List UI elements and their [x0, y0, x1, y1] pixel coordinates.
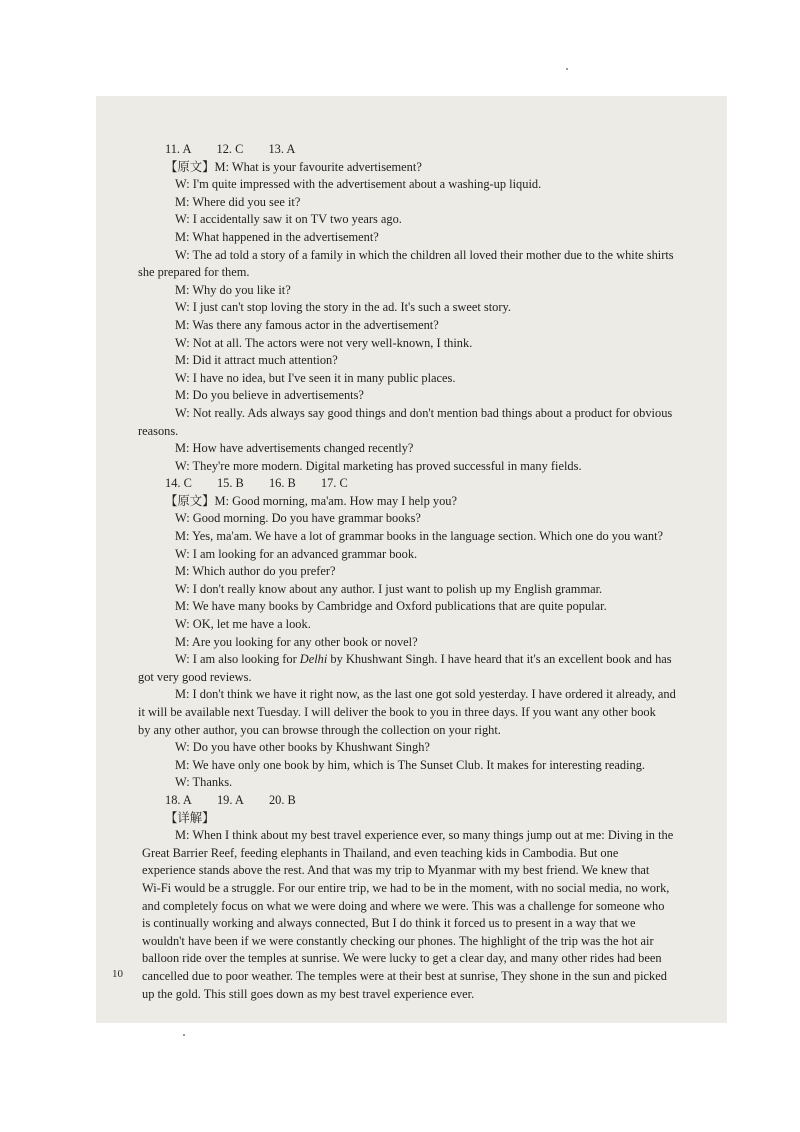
answer-19: 19. A [216, 792, 244, 807]
answer-line-14-17 [142, 475, 661, 493]
answer-15: 15. B [216, 476, 244, 491]
transcript-travel [142, 827, 674, 1003]
scan-speck [183, 1034, 185, 1036]
answer-line-18-20 [142, 792, 661, 810]
dialogue-line-delhi [142, 651, 672, 669]
dialogue-line: W: I don't really know about any author. I just want to polish up my English grammar. [175, 581, 603, 596]
scan-speck [566, 68, 568, 70]
dialogue-line: W: I accidentally saw it on TV two years ago. [175, 212, 402, 227]
dialogue-line: 【原文】M: Good morning, ma'am. How may I help you? [165, 493, 457, 508]
passage-line: Wi-Fi would be a struggle. For our entire trip, we had to be in the moment, with no social media, no work, [142, 880, 670, 895]
dialogue-line: M: Was there any famous actor in the advertisement? [175, 317, 439, 332]
dialogue-line: W: I just can't stop loving the story in the ad. It's such a sweet story. [175, 300, 511, 315]
dialogue-line: M: We have only one book by him, which is The Sunset Club. It makes for interesting reading. [175, 757, 646, 772]
dialogue-line: M: Yes, ma'am. We have a lot of grammar books in the language section. Which one do you want? [175, 529, 664, 544]
dialogue-line: M: I don't think we have it right now, as the last one got sold yesterday. I have ordered it already, and [175, 687, 676, 702]
dialogue-line: M: Do you believe in advertisements? [175, 388, 364, 403]
book-title-delhi: Delhi [299, 652, 328, 667]
scanned-page [96, 96, 727, 1023]
answer-13: 13. A [268, 142, 296, 156]
dialogue-line: W: The ad told a story of a family in which the children all loved their mother due to the white shirts [175, 247, 674, 262]
detail-header: 【详解】 [165, 810, 215, 825]
passage-line: cancelled due to poor weather. The temples were at their best at sunrise, They shone in the sun and picked [142, 968, 667, 983]
answer-16: 16. B [268, 476, 296, 491]
dialogue-line: M: Did it attract much attention? [175, 353, 338, 368]
transcript-advertisement [138, 159, 674, 476]
dialogue-line: W: Not really. Ads always say good things and don't mention bad things about a product for obvious [175, 405, 673, 420]
answer-12: 12. C [216, 142, 244, 156]
passage-line: up the gold. This still goes down as my best travel experience ever. [142, 986, 475, 1001]
passage-line: balloon ride over the temples at sunrise. We were lucky to get a clear day, and many other rides had been [142, 951, 662, 966]
passage-line: and completely focus on what we were doing and where we were. This was a challenge for someone who [142, 898, 665, 913]
answer-17: 17. C [320, 476, 348, 491]
answer-11: 11. A [165, 142, 192, 156]
dialogue-line: by any other author, you can browse through the collection on your right. [138, 722, 501, 737]
passage-line: experience stands above the rest. And that was my trip to Myanmar with my best friend. We knew that [142, 863, 650, 878]
answer-line-11-13 [142, 141, 661, 159]
dialogue-line: it will be available next Tuesday. I will deliver the book to you in three days. If you want any other book [138, 705, 656, 719]
passage-line: Great Barrier Reef, feeding elephants in Thailand, and even teaching kids in Cambodia. But one [142, 845, 619, 860]
answer-18: 18. A [165, 792, 192, 807]
dialogue-line: 【原文】M: What is your favourite advertisement? [165, 159, 422, 174]
page-number: 10 [112, 968, 123, 980]
dialogue-line: she prepared for them. [138, 265, 250, 280]
dialogue-line: M: Are you looking for any other book or novel? [175, 634, 418, 649]
dialogue-line: M: Where did you see it? [175, 194, 301, 209]
dialogue-line: W: They're more modern. Digital marketing has proved successful in many fields. [175, 458, 582, 473]
dialogue-line: M: Why do you like it? [175, 282, 291, 297]
dialogue-line: W: Not at all. The actors were not very well-known, I think. [175, 335, 473, 350]
dialogue-line: M: What happened in the advertisement? [175, 229, 379, 244]
dialogue-line: W: OK, let me have a look. [175, 617, 311, 632]
answer-14: 14. C [165, 476, 192, 491]
delhi-line-start: W: I am also looking for [175, 652, 300, 667]
dialogue-line: reasons. [138, 423, 179, 438]
passage-line: is continually working and always connected, But I do think it forced us to present in a way that we [142, 916, 636, 931]
dialogue-line: W: I have no idea, but I've seen it in many public places. [175, 370, 456, 385]
dialogue-line: got very good reviews. [138, 669, 252, 684]
dialogue-line: W: I am looking for an advanced grammar book. [175, 546, 418, 561]
dialogue-line: M: We have many books by Cambridge and Oxford publications that are quite popular. [175, 599, 607, 614]
dialogue-line: W: Do you have other books by Khushwant Singh? [175, 740, 430, 755]
transcript-bookstore [138, 493, 676, 792]
dialogue-line: W: Thanks. [175, 775, 233, 790]
delhi-line-end: by Khushwant Singh. I have heard that it's an excellent book and has [327, 652, 672, 667]
passage-line: wouldn't have been if we were constantly checking our phones. The highlight of the trip was the hot air [142, 933, 654, 948]
dialogue-line: W: Good morning. Do you have grammar books? [175, 511, 421, 526]
dialogue-line: M: How have advertisements changed recently? [175, 441, 414, 456]
dialogue-line: M: Which author do you prefer? [175, 564, 336, 579]
dialogue-line: W: I'm quite impressed with the advertisement about a washing-up liquid. [175, 177, 542, 192]
answer-20: 20. B [268, 792, 296, 807]
passage-line: M: When I think about my best travel experience ever, so many things jump out at me: Diving in the [175, 828, 674, 843]
